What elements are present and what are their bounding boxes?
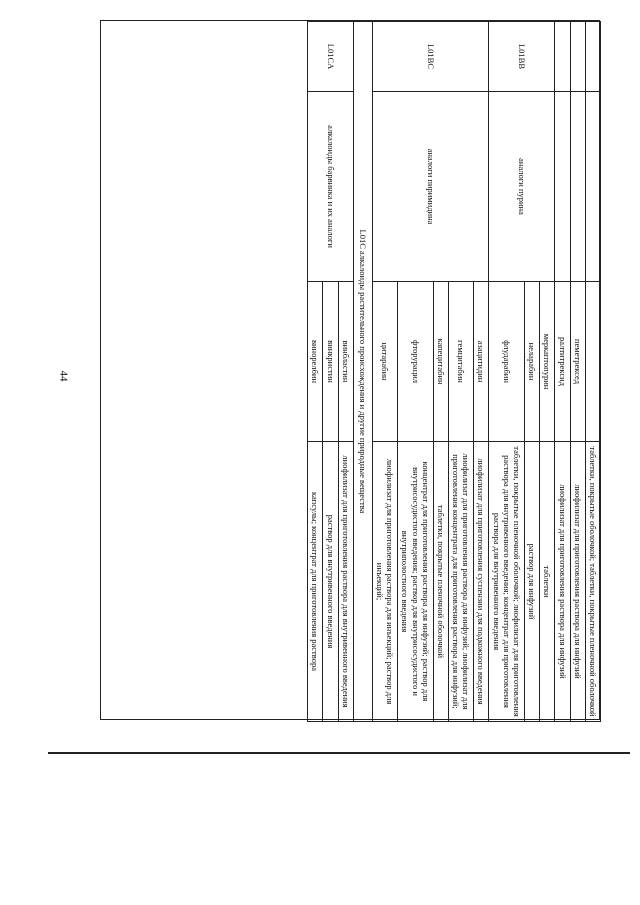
drug-name (585, 282, 600, 442)
atc-code: L01BB (489, 22, 555, 92)
dosage-form: лиофилизат для приготовления раствора для инфузий (570, 442, 585, 722)
table-row (555, 22, 570, 722)
drug-name: винорелбин (308, 282, 323, 442)
dosage-form: лиофилизат для приготовления раствора для инъекций; раствор для инъекций; (372, 442, 397, 722)
footer-rule (48, 752, 630, 754)
dosage-form: лиофилизат для приготовления раствора для инфузий; лиофилизат для приготовления концентрата для приготовления раствора для инфузий; (448, 442, 473, 722)
atc-group-title: алкалоиды барвинка и их аналоги (308, 92, 354, 282)
table-row (338, 22, 353, 722)
dosage-form: лиофилизат для приготовления суспензии для подкожного введения (474, 442, 489, 722)
table-row (540, 22, 555, 722)
dosage-form: лиофилизат для приготовления раствора для инфузий (555, 442, 570, 722)
drug-name: фторурацил (398, 282, 434, 442)
drug-name: пеметрексед (570, 282, 585, 442)
dosage-form: раствор для инфузий (525, 442, 540, 722)
section-heading: L01C алкалоиды растительного происхождения и другие природные вещества (353, 22, 372, 722)
drug-name: капецитабин (433, 282, 448, 442)
atc-code: L01CA (308, 22, 354, 92)
dosage-form: раствор для внутривенного введения (323, 442, 338, 722)
dosage-form: таблетки (540, 442, 555, 722)
dosage-form: капсулы; концентрат для приготовления раствора (308, 442, 323, 722)
table-row (585, 22, 600, 722)
atc-group-title: аналоги пурина (489, 92, 555, 282)
section-heading-row (353, 22, 372, 722)
drug-table-sheet (100, 20, 600, 720)
drug-name: ралтитрексид (555, 282, 570, 442)
dosage-form: таблетки, покрытые пленочной оболочкой (433, 442, 448, 722)
dosage-form: лиофилизат для приготовления раствора для внутривенного введения (338, 442, 353, 722)
atc-group-title: аналоги пиримидина (372, 92, 489, 282)
drug-name: гемцитабин (448, 282, 473, 442)
table-row (570, 22, 585, 722)
drug-name: винбластин (338, 282, 353, 442)
dosage-form: таблетки, покрытые пленочной оболочкой; лиофилизат для приготовления раствора для внутривенного введения; концентрат для приготовления раствора для внутривенного введения (489, 442, 525, 722)
drug-name: винкристин (323, 282, 338, 442)
page-number: 44 (57, 370, 70, 382)
drug-name: азацитидин (474, 282, 489, 442)
atc-code: L01BC (372, 22, 489, 92)
drug-name: меркаптопурин (540, 282, 555, 442)
dosage-form: таблетки, покрытые оболочкой; таблетки, покрытые пленочной оболочкой (585, 442, 600, 722)
dosage-form: концентрат для приготовления раствора для инфузий; раствор для внутрисосудистого введения; раствор для внутрисосудистого и внутриполостного введения (398, 442, 434, 722)
drug-name: неларабин (525, 282, 540, 442)
table-row (474, 22, 489, 722)
drug-name: флударабин (489, 282, 525, 442)
drug-name: цитарабин (372, 282, 397, 442)
drug-table (307, 21, 601, 722)
